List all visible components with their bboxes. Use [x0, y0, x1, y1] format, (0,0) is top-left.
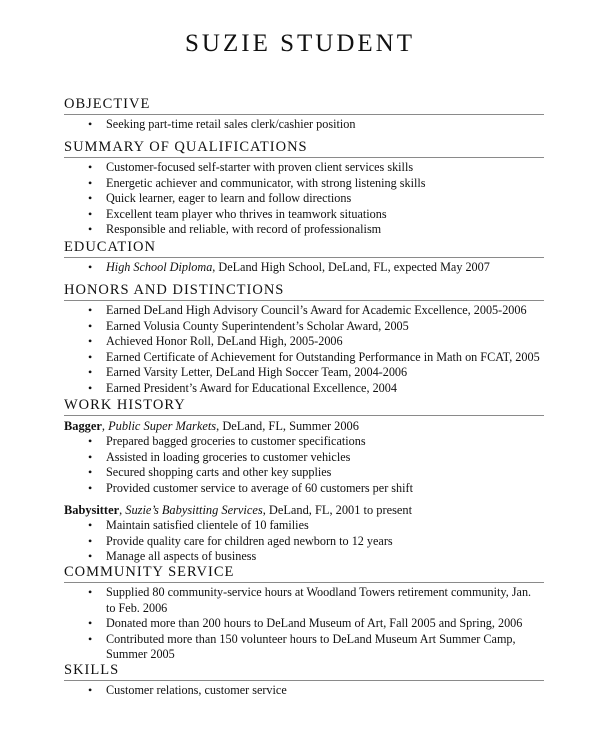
- job-duties-babysitter: [64, 518, 544, 565]
- education-detail: , DeLand High School, DeLand, FL, expected May 2007: [212, 260, 490, 274]
- resume-name: SUZIE STUDENT: [185, 30, 415, 57]
- list-item: • Maintain satisfied clientele of 10 families: [64, 518, 544, 534]
- job-employer: Suzie’s Babysitting Services: [125, 503, 263, 517]
- list-item: • Contributed more than 150 volunteer hours to DeLand Museum Art Summer Camp, Summer 2005: [64, 632, 544, 663]
- list-item: • Earned DeLand High Advisory Council’s Award for Academic Excellence, 2005-2006: [64, 303, 544, 319]
- list-item: • Prepared bagged groceries to customer specifications: [64, 434, 544, 450]
- list-item: [64, 260, 544, 276]
- education-list: [64, 260, 544, 276]
- list-item: • Assisted in loading groceries to customer vehicles: [64, 450, 544, 466]
- list-item: • Customer-focused self-starter with proven client services skills: [64, 160, 544, 176]
- work-section: [64, 397, 544, 565]
- list-item: • Achieved Honor Roll, DeLand High, 2005-2006: [64, 334, 544, 350]
- education-heading: EDUCATION: [64, 239, 544, 258]
- list-item: • Quick learner, eager to learn and follow directions: [64, 191, 544, 207]
- qualifications-section: [64, 139, 544, 238]
- honors-section: [64, 282, 544, 396]
- list-item: • Responsible and reliable, with record of professionalism: [64, 222, 544, 238]
- skills-section: [64, 662, 544, 699]
- community-heading: COMMUNITY SERVICE: [64, 564, 544, 583]
- qualifications-list: [64, 160, 544, 238]
- list-item: • Earned Varsity Letter, DeLand High Soccer Team, 2004-2006: [64, 365, 544, 381]
- education-section: [64, 239, 544, 276]
- job-employer: Public Super Markets: [108, 419, 217, 433]
- list-item: • Earned Volusia County Superintendent’s Scholar Award, 2005: [64, 319, 544, 335]
- objective-heading: OBJECTIVE: [64, 96, 544, 115]
- job-role: Bagger: [64, 419, 102, 433]
- community-list: [64, 585, 544, 663]
- list-item: • Supplied 80 community-service hours at Woodland Towers retirement community, Jan. to Feb. 2006: [64, 585, 544, 616]
- work-heading: WORK HISTORY: [64, 397, 544, 416]
- list-item: • Earned Certificate of Achievement for Outstanding Performance in Math on FCAT, 2005: [64, 350, 544, 366]
- list-item: • Excellent team player who thrives in teamwork situations: [64, 207, 544, 223]
- list-item: • Customer relations, customer service: [64, 683, 544, 699]
- honors-list: [64, 303, 544, 396]
- job-duties-bagger: [64, 434, 544, 496]
- skills-heading: SKILLS: [64, 662, 544, 681]
- objective-section: [64, 96, 544, 133]
- job-details: , DeLand, FL, Summer 2006: [216, 419, 359, 433]
- list-item: • Energetic achiever and communicator, with strong listening skills: [64, 176, 544, 192]
- list-item: • Seeking part-time retail sales clerk/cashier position: [64, 117, 544, 133]
- job-role: Babysitter: [64, 503, 120, 517]
- job-header-babysitter: Babysitter, Suzie’s Babysitting Services, DeLand, FL, 2001 to present: [64, 503, 413, 517]
- list-item: • Provided customer service to average of 60 customers per shift: [64, 481, 544, 497]
- community-section: [64, 564, 544, 663]
- list-item: • Donated more than 200 hours to DeLand Museum of Art, Fall 2005 and Spring, 2006: [64, 616, 544, 632]
- qualifications-heading: SUMMARY OF QUALIFICATIONS: [64, 139, 544, 158]
- skills-list: [64, 683, 544, 699]
- diploma-name: High School Diploma: [106, 260, 213, 274]
- list-item: • Earned President’s Award for Educational Excellence, 2004: [64, 381, 544, 397]
- honors-heading: HONORS AND DISTINCTIONS: [64, 282, 544, 301]
- list-item: • Manage all aspects of business: [64, 549, 544, 565]
- job-details: , DeLand, FL, 2001 to present: [262, 503, 413, 517]
- job-header-bagger: Bagger, Public Super Markets, DeLand, FL, Summer 2006: [64, 419, 359, 433]
- objective-list: [64, 117, 544, 133]
- list-item: • Secured shopping carts and other key supplies: [64, 465, 544, 481]
- list-item: • Provide quality care for children aged newborn to 12 years: [64, 534, 544, 550]
